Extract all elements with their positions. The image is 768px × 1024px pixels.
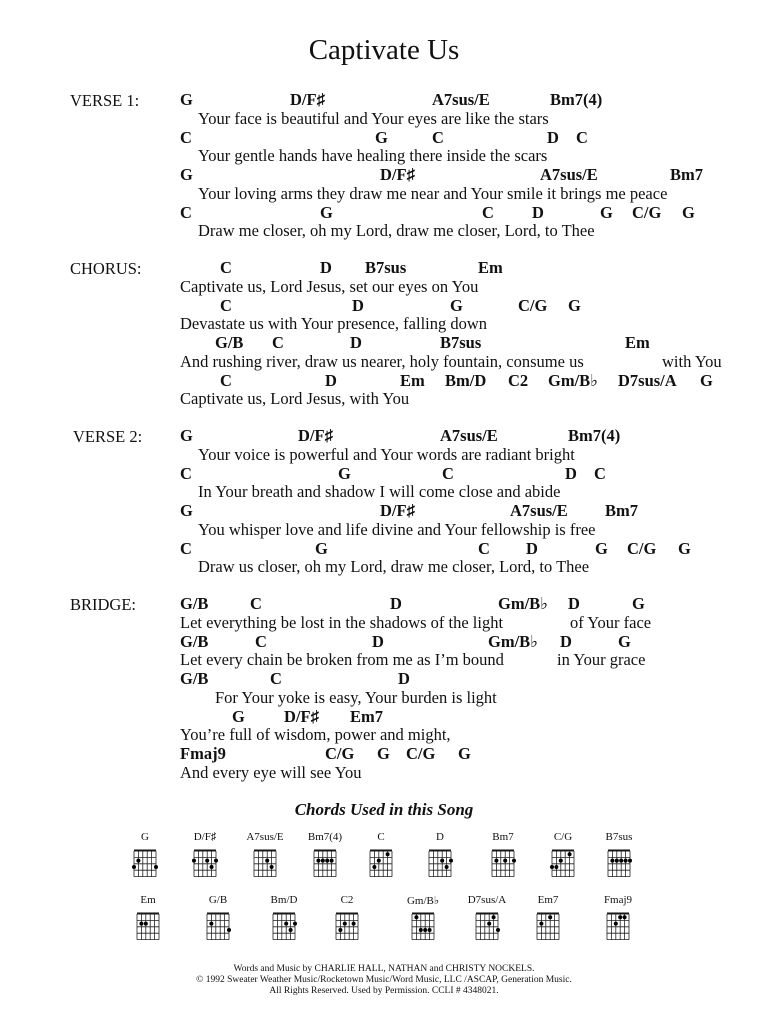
chord-symbol: D7sus/A bbox=[618, 370, 677, 390]
chord-diagram bbox=[462, 894, 512, 942]
chord-symbol: Em bbox=[478, 258, 503, 277]
chord-symbol: G bbox=[595, 538, 608, 558]
chord-symbol: D/F♯ bbox=[380, 165, 415, 184]
lyric-text: Let every chain be broken from me as I’m bound bbox=[180, 650, 504, 670]
chord-symbol: D bbox=[547, 127, 559, 147]
finger-dot bbox=[445, 865, 449, 869]
chord-diagram-name: Bm7 bbox=[492, 831, 514, 843]
chord-symbol: G bbox=[180, 165, 193, 184]
fretboard-grid bbox=[205, 912, 231, 942]
chord-symbol: G bbox=[458, 744, 471, 763]
lyric-text: Captivate us, Lord Jesus, set our eyes on You bbox=[180, 276, 479, 296]
finger-dot bbox=[440, 859, 444, 863]
chord-diagram bbox=[240, 831, 290, 879]
chord-diagram bbox=[123, 894, 173, 942]
chord-symbol: C bbox=[250, 594, 262, 613]
finger-dot bbox=[419, 928, 423, 932]
lyric-text: with You bbox=[662, 351, 722, 371]
chord-diagram-name: C/G bbox=[553, 831, 573, 843]
finger-dot bbox=[492, 915, 496, 919]
finger-dot bbox=[610, 859, 614, 863]
fretboard-grid bbox=[606, 849, 632, 879]
lyric-text: in Your grace bbox=[557, 650, 646, 670]
section-label: VERSE 1: bbox=[70, 91, 140, 110]
finger-dot bbox=[449, 859, 453, 863]
chord-diagram-name: Gm/B♭ bbox=[406, 895, 440, 907]
chord-symbol: G bbox=[618, 631, 631, 651]
chord-symbol: C bbox=[180, 202, 192, 222]
chord-symbol: G/B bbox=[180, 669, 209, 688]
lyric-text: For Your yoke is easy, Your burden is light bbox=[215, 687, 497, 707]
finger-dot bbox=[614, 922, 618, 926]
fretboard-grid bbox=[334, 912, 360, 942]
chord-symbol: C/G bbox=[632, 202, 662, 222]
chord-symbol: Gm/B♭ bbox=[488, 631, 538, 651]
chord-symbol: D bbox=[565, 463, 577, 483]
finger-dot bbox=[139, 922, 143, 926]
finger-dot bbox=[623, 915, 627, 919]
chord-symbol: C2 bbox=[508, 370, 529, 390]
fretboard-grid bbox=[550, 849, 576, 879]
lyric-text: Your loving arms they draw me near and Your smile it brings me peace bbox=[198, 183, 668, 203]
fretboard-grid bbox=[474, 912, 500, 942]
lyric-text: Let everything be lost in the shadows of the light bbox=[180, 612, 504, 632]
finger-dot bbox=[321, 859, 325, 863]
chord-symbol: C bbox=[180, 127, 192, 147]
chord-symbol: G bbox=[232, 706, 245, 726]
finger-dot bbox=[325, 859, 329, 863]
chord-symbol: D/F♯ bbox=[290, 90, 325, 109]
chord-diagram bbox=[356, 831, 406, 879]
finger-dot bbox=[209, 922, 213, 926]
chord-symbol: C bbox=[270, 669, 282, 688]
finger-dot bbox=[386, 852, 390, 856]
finger-dot bbox=[554, 865, 558, 869]
chord-symbol: C/G bbox=[627, 538, 657, 558]
chord-symbol: C bbox=[220, 295, 232, 315]
chord-symbol: G bbox=[450, 295, 463, 315]
chord-symbol: G bbox=[320, 202, 333, 222]
chord-diagram bbox=[322, 894, 372, 942]
lyric-text: In Your breath and shadow I will come close and abide bbox=[198, 482, 561, 502]
finger-dot bbox=[136, 859, 140, 863]
chord-symbol: C bbox=[255, 631, 267, 651]
section-label: CHORUS: bbox=[70, 259, 142, 278]
chord-symbol: G bbox=[700, 370, 713, 390]
finger-dot bbox=[503, 859, 507, 863]
chord-symbol: A7sus/E bbox=[510, 501, 568, 520]
chord-symbol: C bbox=[594, 463, 606, 483]
finger-dot bbox=[289, 928, 293, 932]
chord-symbol: G bbox=[375, 127, 388, 147]
finger-dot bbox=[352, 922, 356, 926]
chord-diagram bbox=[415, 831, 465, 879]
finger-dot bbox=[343, 922, 347, 926]
finger-dot bbox=[568, 852, 572, 856]
chord-symbol: G bbox=[600, 202, 613, 222]
fretboard-grid bbox=[192, 849, 218, 879]
finger-dot bbox=[428, 928, 432, 932]
chord-diagram-name: Bm/D bbox=[270, 894, 298, 906]
chord-diagram-name: C2 bbox=[340, 894, 354, 906]
chord-diagram bbox=[478, 831, 528, 879]
finger-dot bbox=[265, 859, 269, 863]
lyric-text: Your face is beautiful and Your eyes are like the stars bbox=[198, 108, 549, 128]
chord-symbol: D bbox=[320, 258, 332, 277]
chord-symbol: Fmaj9 bbox=[180, 744, 226, 763]
chord-diagram bbox=[538, 831, 588, 879]
chord-diagram-name: B7sus bbox=[605, 831, 633, 843]
chord-diagram-name: Em7 bbox=[537, 894, 559, 906]
finger-dot bbox=[284, 922, 288, 926]
finger-dot bbox=[550, 865, 554, 869]
chord-symbol: Gm/B♭ bbox=[498, 594, 548, 613]
chord-symbol: C bbox=[442, 463, 454, 483]
chord-symbol: G bbox=[315, 538, 328, 558]
chord-symbol: G bbox=[180, 90, 193, 109]
section-label: VERSE 2: bbox=[73, 427, 143, 446]
finger-dot bbox=[330, 859, 334, 863]
chord-symbol: G bbox=[180, 426, 193, 445]
finger-dot bbox=[316, 859, 320, 863]
chord-symbol: D/F♯ bbox=[284, 706, 319, 726]
chord-symbol: Em bbox=[400, 370, 425, 390]
chord-symbol: D/F♯ bbox=[298, 426, 333, 445]
finger-dot bbox=[548, 915, 552, 919]
chord-symbol: D bbox=[352, 295, 364, 315]
chord-symbol: G bbox=[377, 744, 390, 763]
chord-diagram-name: Em bbox=[140, 894, 156, 906]
chord-diagram-name: D bbox=[436, 831, 444, 843]
chord-symbol: G bbox=[682, 202, 695, 222]
chord-symbol: C bbox=[482, 202, 494, 222]
fretboard-grid bbox=[135, 912, 161, 942]
lyric-text: Your voice is powerful and Your words are radiant bright bbox=[198, 444, 575, 464]
chord-symbol: Bm7(4) bbox=[568, 426, 621, 445]
chord-symbol: G bbox=[338, 463, 351, 483]
finger-dot bbox=[615, 859, 619, 863]
chord-symbol: D bbox=[532, 202, 544, 222]
chord-diagram bbox=[259, 894, 309, 942]
credits-line: © 1992 Sweater Weather Music/Rocketown Music/Word Music, LLC /ASCAP, Generation Music. bbox=[196, 975, 572, 985]
lyric-text: You’re full of wisdom, power and might, bbox=[180, 725, 451, 745]
chord-symbol: G/B bbox=[180, 594, 209, 613]
chord-symbol: Gm/B♭ bbox=[548, 370, 598, 390]
finger-dot bbox=[414, 915, 418, 919]
chord-symbol: Bm/D bbox=[445, 370, 487, 390]
chord-diagram bbox=[180, 831, 230, 879]
lyric-text: Captivate us, Lord Jesus, with You bbox=[180, 389, 410, 409]
finger-dot bbox=[618, 915, 622, 919]
chords-used-heading: Chords Used in this Song bbox=[294, 800, 474, 819]
fretboard-grid bbox=[535, 912, 561, 942]
chord-diagram-name: C bbox=[377, 831, 385, 843]
chord-symbol: B7sus bbox=[365, 258, 407, 277]
lyric-text: of Your face bbox=[570, 612, 652, 632]
lyric-text: Draw us closer, oh my Lord, draw me closer, Lord, to Thee bbox=[198, 557, 590, 577]
finger-dot bbox=[512, 859, 516, 863]
chord-symbol: Bm7 bbox=[670, 165, 703, 184]
chord-symbol: D bbox=[526, 538, 538, 558]
chord-symbol: C bbox=[180, 463, 192, 483]
finger-dot bbox=[154, 865, 158, 869]
chord-symbol: A7sus/E bbox=[540, 165, 598, 184]
chord-symbol: C bbox=[180, 538, 192, 558]
chord-symbol: G bbox=[678, 538, 691, 558]
fretboard-grid bbox=[252, 849, 278, 879]
chord-symbol: D bbox=[390, 594, 402, 613]
chord-symbol: G/B bbox=[215, 333, 244, 352]
chord-symbol: G/B bbox=[180, 631, 209, 651]
fretboard-grid bbox=[410, 912, 436, 942]
chord-diagram bbox=[594, 831, 644, 879]
chord-symbol: D bbox=[398, 669, 410, 688]
chord-symbol: B7sus bbox=[440, 333, 482, 352]
chord-symbol: D bbox=[350, 333, 362, 352]
fretboard-grid bbox=[605, 912, 631, 942]
finger-dot bbox=[628, 859, 632, 863]
lyric-text: And every eye will see You bbox=[180, 762, 362, 782]
finger-dot bbox=[487, 922, 491, 926]
chord-diagram bbox=[193, 894, 243, 942]
chord-symbol: Bm7(4) bbox=[550, 90, 603, 109]
chord-diagram-name: Fmaj9 bbox=[603, 894, 633, 906]
chord-symbol: D bbox=[568, 594, 580, 613]
chord-symbol: Em7 bbox=[350, 706, 383, 726]
fretboard-grid bbox=[427, 849, 453, 879]
finger-dot bbox=[338, 928, 342, 932]
finger-dot bbox=[372, 865, 376, 869]
chord-symbol: C bbox=[220, 370, 232, 390]
finger-dot bbox=[192, 859, 196, 863]
chord-diagram bbox=[593, 894, 643, 942]
finger-dot bbox=[377, 859, 381, 863]
lyric-text: Draw me closer, oh my Lord, draw me closer, Lord, to Thee bbox=[198, 221, 595, 241]
finger-dot bbox=[494, 859, 498, 863]
fretboard-grid bbox=[368, 849, 394, 879]
lyric-text: Devastate us with Your presence, falling down bbox=[180, 314, 488, 334]
lyric-text: And rushing river, draw us nearer, holy fountain, consume us bbox=[180, 351, 584, 371]
finger-dot bbox=[210, 865, 214, 869]
chord-symbol: C bbox=[432, 127, 444, 147]
finger-dot bbox=[496, 928, 500, 932]
chord-diagram bbox=[120, 831, 170, 879]
finger-dot bbox=[214, 859, 218, 863]
chord-diagram bbox=[398, 894, 448, 942]
chord-symbol: Bm7 bbox=[605, 501, 638, 520]
chord-symbol: G bbox=[632, 594, 645, 613]
fretboard-grid bbox=[132, 849, 158, 879]
chord-symbol: D bbox=[560, 631, 572, 651]
chord-symbol: D bbox=[372, 631, 384, 651]
finger-dot bbox=[144, 922, 148, 926]
chord-symbol: A7sus/E bbox=[440, 426, 498, 445]
chord-diagram bbox=[300, 831, 350, 879]
chord-symbol: D bbox=[325, 370, 337, 390]
chord-symbol: C/G bbox=[325, 744, 355, 763]
chord-symbol: G bbox=[180, 501, 193, 520]
chord-diagram bbox=[523, 894, 573, 942]
credits-line: Words and Music by CHARLIE HALL, NATHAN and CHRISTY NOCKELS. bbox=[233, 964, 535, 974]
lyric-text: You whisper love and life divine and Your fellowship is free bbox=[198, 519, 596, 539]
chord-symbol: C/G bbox=[518, 295, 548, 315]
chord-symbol: Em bbox=[625, 333, 650, 352]
chord-symbol: C bbox=[478, 538, 490, 558]
finger-dot bbox=[624, 859, 628, 863]
fretboard-grid bbox=[312, 849, 338, 879]
finger-dot bbox=[270, 865, 274, 869]
chord-symbol: C bbox=[272, 333, 284, 352]
chord-symbol: C/G bbox=[406, 744, 436, 763]
finger-dot bbox=[205, 859, 209, 863]
fretboard-grid bbox=[271, 912, 297, 942]
chord-diagram-name: Bm7(4) bbox=[307, 831, 343, 843]
song-title: Captivate Us bbox=[308, 34, 460, 66]
chord-diagram-name: D7sus/A bbox=[467, 894, 507, 906]
chord-symbol: G bbox=[568, 295, 581, 315]
finger-dot bbox=[293, 922, 297, 926]
chord-symbol: D/F♯ bbox=[380, 501, 415, 520]
chord-symbol: C bbox=[576, 127, 588, 147]
finger-dot bbox=[539, 922, 543, 926]
section-label: BRIDGE: bbox=[70, 595, 136, 614]
chord-diagram-name: G bbox=[141, 831, 149, 843]
copyright-credits bbox=[0, 964, 768, 997]
lyric-text: Your gentle hands have healing there inside the scars bbox=[198, 146, 548, 166]
finger-dot bbox=[132, 865, 136, 869]
fretboard-grid bbox=[490, 849, 516, 879]
finger-dot bbox=[423, 928, 427, 932]
chord-diagram-name: A7sus/E bbox=[246, 831, 284, 843]
chord-diagram-name: G/B bbox=[208, 894, 228, 906]
finger-dot bbox=[227, 928, 231, 932]
finger-dot bbox=[619, 859, 623, 863]
credits-line: All Rights Reserved. Used by Permission. CCLI # 4348021. bbox=[269, 986, 499, 996]
chord-symbol: A7sus/E bbox=[432, 90, 490, 109]
chord-diagram-name: D/F♯ bbox=[193, 831, 217, 843]
chord-symbol: C bbox=[220, 258, 232, 277]
finger-dot bbox=[559, 859, 563, 863]
